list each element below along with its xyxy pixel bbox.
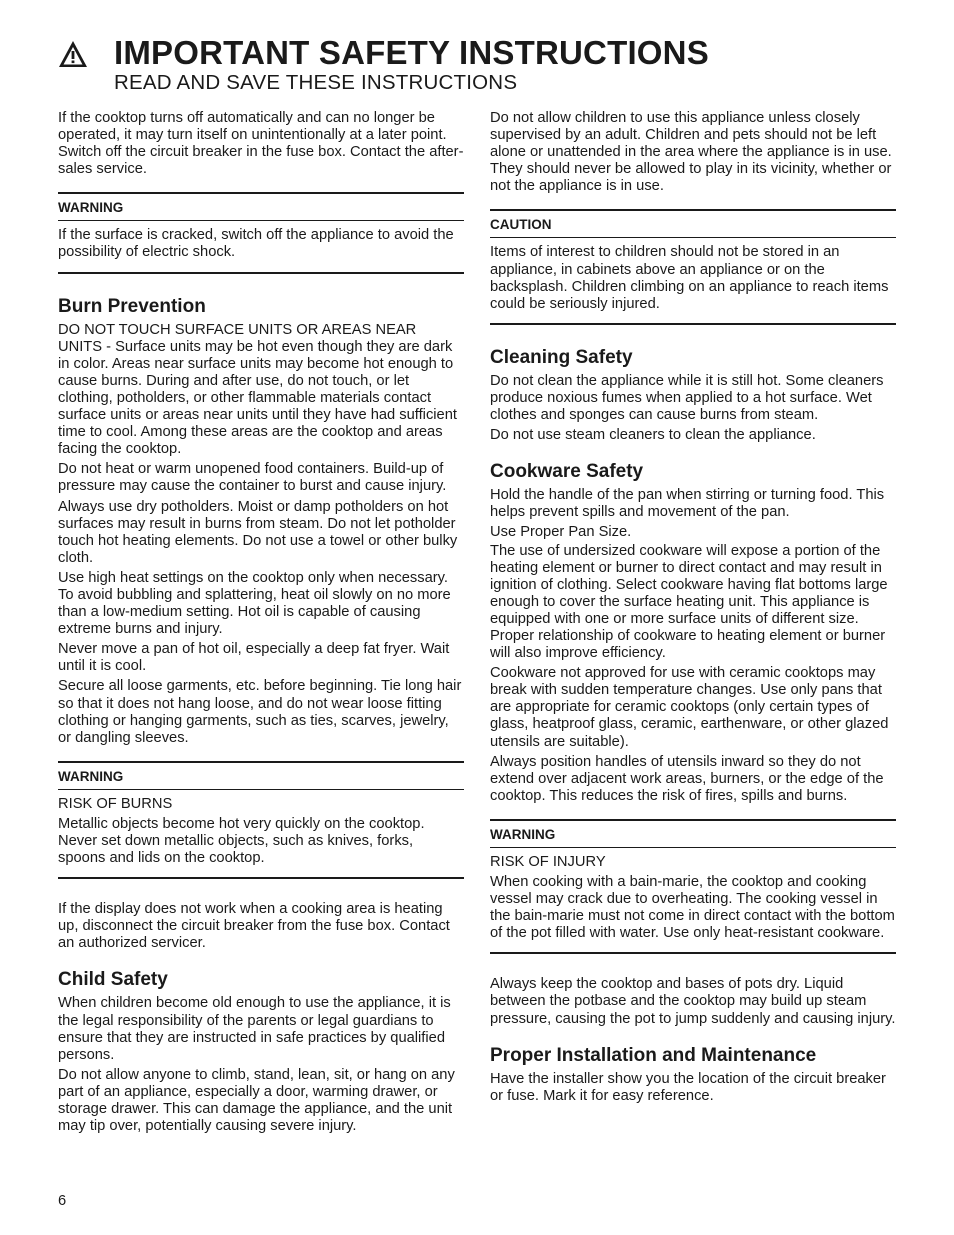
warning-label: WARNING (58, 763, 464, 790)
child-paragraph-1: When children become old enough to use the appliance, it is the legal responsibility of the parents or legal guardians to ensure that they are instructed in safe practices by qualified persons. (58, 995, 451, 1063)
left-column (58, 110, 464, 1138)
right-column (490, 110, 896, 1108)
burn-paragraph-5: Never move a pan of hot oil, especially a deep fat fryer. Wait until it is cool. (58, 641, 450, 675)
warning-label: WARNING (490, 821, 896, 848)
page-header (58, 34, 918, 95)
caution-text: Items of interest to children should not be stored in an appliance, in cabinets above an appliance or on the backsplash. Children climbing on an appliance to reach items could be seriously injured. (490, 244, 889, 312)
cookware-paragraph-1: Hold the handle of the pan when stirring or turning food. This helps prevent spills and movement of the pan. (490, 487, 885, 521)
cleaning-safety-heading: Cleaning Safety (490, 346, 633, 368)
children-supervision-paragraph: Do not allow children to use this appliance unless closely supervised by an adult. Children and pets should not be left alone or unattended in the area where the appliance is in use. They should never be allowed to play in its vicinity, whether or not the appliance is in use. (490, 110, 892, 195)
burn-paragraph-2: Do not heat or warm unopened food containers. Build-up of pressure may cause the container to burst and cause injury. (58, 461, 447, 495)
cookware-pan-size-title: Use Proper Pan Size. (490, 524, 632, 541)
caution-box (490, 209, 896, 324)
warning-body (58, 221, 464, 271)
cleaning-paragraph-1: Do not clean the appliance while it is still hot. Some cleaners produce noxious fumes when applied to a hot surface. Wet clothes and sponges can cause burns from steam. (490, 372, 884, 424)
warning-body (58, 790, 464, 877)
warning-box-risk-of-injury (490, 819, 896, 954)
cookware-safety-heading: Cookware Safety (490, 461, 644, 483)
cookware-paragraph-4: Always position handles of utensils inward so they do not extend over adjacent work areas, burners, or the edge of the cooktop. This reduces the risk of fires, spills and burns. (490, 753, 884, 804)
warning-box-risk-of-burns (58, 761, 464, 879)
title-row (58, 34, 918, 72)
cleaning-paragraph-2: Do not use steam cleaners to clean the appliance. (490, 427, 816, 444)
warning-risk-title: RISK OF BURNS (58, 795, 173, 812)
page-number: 6 (58, 1193, 67, 1209)
warning-text: If the surface is cracked, switch off the appliance to avoid the possibility of electric shock. (58, 227, 454, 261)
warning-box-electric-shock (58, 192, 464, 273)
warning-triangle-icon (58, 39, 88, 69)
burn-paragraph-3: Always use dry potholders. Moist or damp potholders on hot surfaces may result in burns from steam. Do not let potholder touch hot heating elements. Do not use a towel or other bulky cloth. (58, 498, 458, 566)
auto-off-paragraph: If the cooktop turns off automatically and can no longer be operated, it may turn itself on unintentionally at a later point. Switch off the circuit breaker in the fuse box. Contact the after-sales service. (58, 110, 464, 178)
burn-paragraph-6: Secure all loose garments, etc. before beginning. Tie long hair so that it does not hang loose, and do not wear loose fitting clothing or hanging garments, such as ties, scarves, jewelry, or dangling sleeves. (58, 678, 462, 746)
page-title: IMPORTANT SAFETY INSTRUCTIONS (114, 34, 709, 71)
caution-label: CAUTION (490, 211, 896, 238)
burn-prevention-heading: Burn Prevention (58, 295, 206, 317)
display-paragraph: If the display does not work when a cooking area is heating up, disconnect the circuit breaker from the fuse box. Contact an authorized servicer. (58, 901, 450, 952)
cookware-paragraph-2: The use of undersized cookware will expose a portion of the heating element or burner to direct contact and may result in ignition of clothing. Select cookware having flat bottoms large enough to cover the surface heating unit. This appliance is equipped with one or more surface units of different size. Proper relationship of cookware to heating element or burner will also improve efficiency. (490, 542, 888, 662)
keep-dry-paragraph: Always keep the cooktop and bases of pots dry. Liquid between the potbase and the cooktop may build up steam pressure, causing the pot to jump suddenly and causing injury. (490, 976, 896, 1027)
installation-heading: Proper Installation and Maintenance (490, 1044, 817, 1066)
warning-text: Metallic objects become hot very quickly on the cooktop. Never set down metallic objects, such as knives, forks, spoons and lids on the cooktop. (58, 815, 425, 867)
warning-label: WARNING (58, 194, 464, 221)
burn-paragraph-4: Use high heat settings on the cooktop only when necessary. To avoid bubbling and splattering, heat oil slowly on no more than a low-medium setting. Hot oil is capable of causing extreme burns and injury. (58, 569, 451, 638)
child-safety-heading: Child Safety (58, 969, 168, 991)
page-subtitle: READ AND SAVE THESE INSTRUCTIONS (114, 71, 518, 94)
warning-body (490, 848, 896, 952)
burn-paragraph-1: DO NOT TOUCH SURFACE UNITS OR AREAS NEAR UNITS - Surface units may be hot even though they are dark in color. Areas near surface units may become hot enough to cause burns. During and after use, do not touch, or let clothing, potholders, or other flammable materials contact surface units or areas near units until they have had sufficient time to cool. Among these areas are the cooktop and areas facing the cooktop. (58, 321, 457, 458)
installation-paragraph: Have the installer show you the location of the circuit breaker or fuse. Mark it for easy reference. (490, 1070, 886, 1104)
child-paragraph-2: Do not allow anyone to climb, stand, lean, sit, or hang on any part of an appliance, especially a door, warming drawer, or storage drawer. This can damage the appliance, and the unit may tip over, potentially causing severe injury. (58, 1066, 455, 1135)
cookware-paragraph-3: Cookware not approved for use with ceramic cooktops may break with sudden temperature changes. Use only pans that are appropriate for ceramic cooktops (only certain types of glass, heatproof glass, ceramic, earthenware, or other glazed utensils are suitable). (490, 665, 889, 750)
warning-risk-title: RISK OF INJURY (490, 853, 606, 870)
caution-body (490, 238, 896, 322)
warning-text: When cooking with a bain-marie, the cooktop and cooking vessel may crack due to overheating. The cooking vessel in the bain-marie must not come in direct contact with the bottom of the pot filled with water. Use only heat-resistant cookware. (490, 874, 895, 942)
